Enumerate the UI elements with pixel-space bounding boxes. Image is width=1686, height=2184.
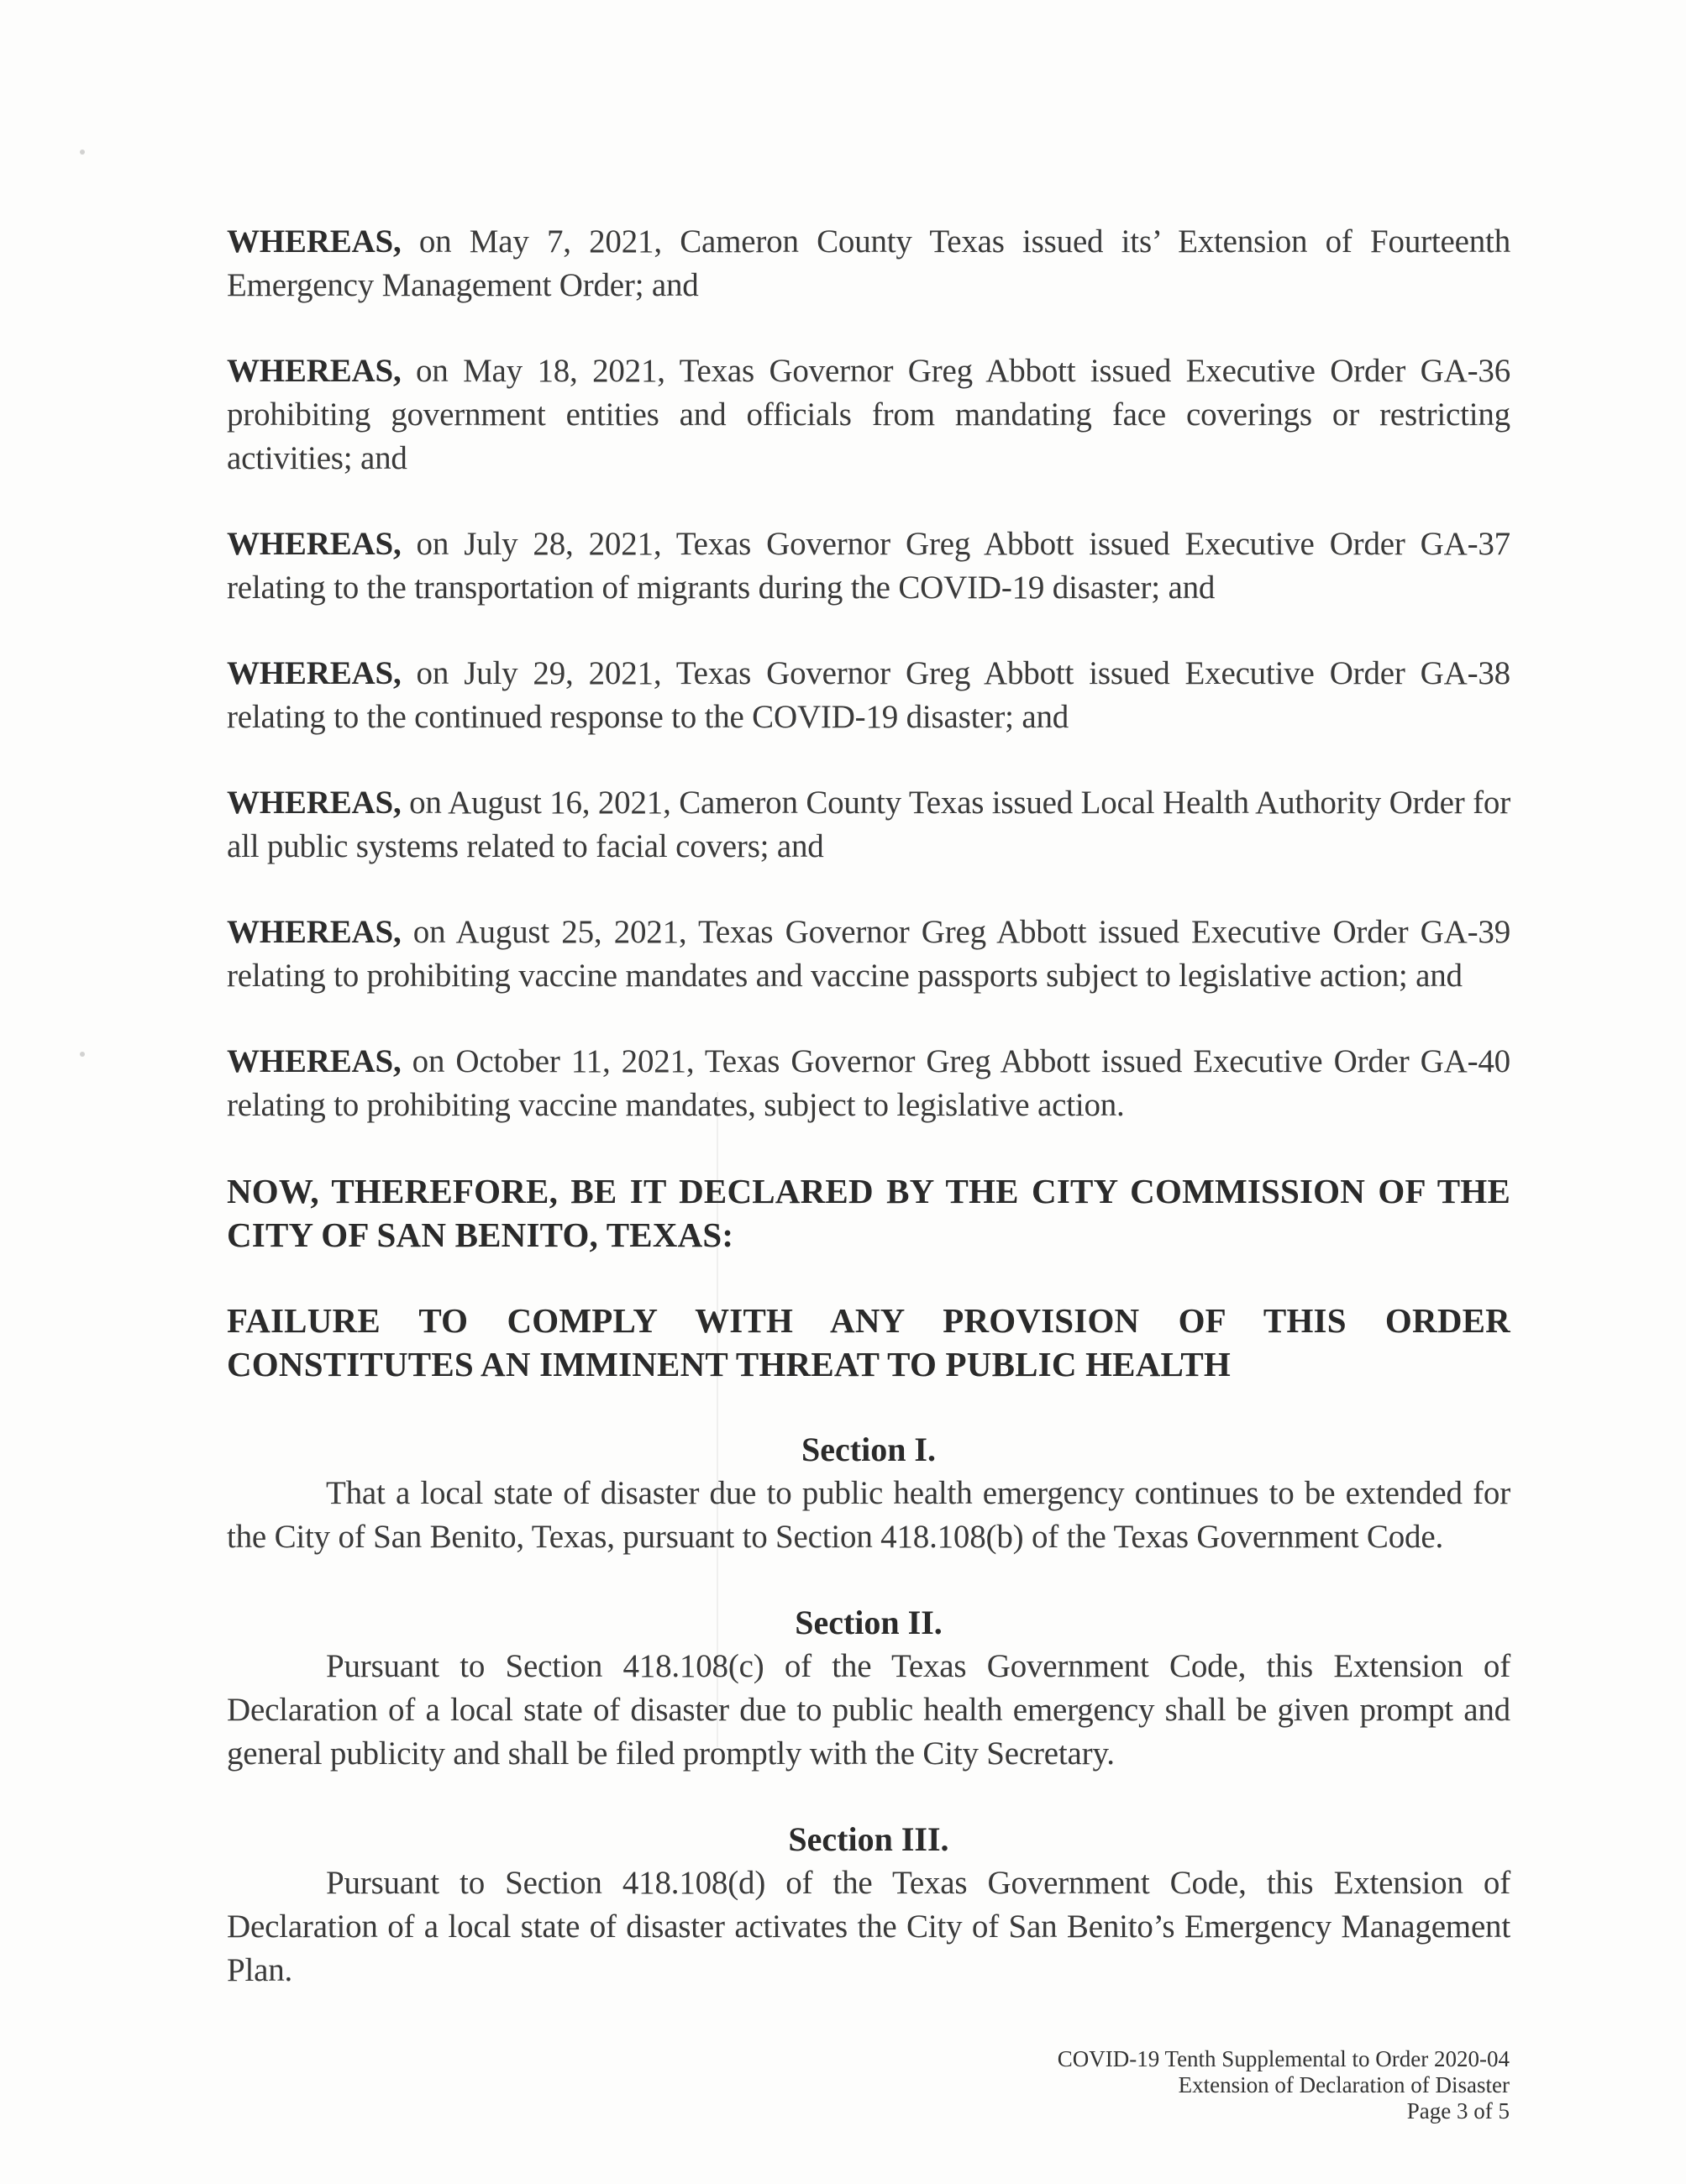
whereas-text: on May 18, 2021, Texas Governor Greg Abbott issued Executive Order GA-36 prohibiting government entities and officials from mandating face coverings or restricting activities; and <box>227 353 1510 476</box>
whereas-text: on August 25, 2021, Texas Governor Greg Abbott issued Executive Order GA-39 relating to prohibiting vaccine mandates and vaccine passports subject to legislative action; and <box>227 914 1510 994</box>
section-1-title: Section I. <box>801 1431 936 1468</box>
footer-order-line: COVID-19 Tenth Supplemental to Order 2020-04 <box>1057 2046 1510 2071</box>
section-3-body: Pursuant to Section 418.108(d) of the Texas Government Code, this Extension of Declaration of a local state of disaster activates the City of San Benito’s Emergency Management Plan. <box>227 1865 1510 1988</box>
declaration-heading: NOW, THEREFORE, BE IT DECLARED BY THE CITY COMMISSION OF THE CITY OF SAN BENITO, TEXAS: <box>227 1172 1510 1254</box>
whereas-lead: WHEREAS, <box>227 914 402 950</box>
failure-to-comply-heading: FAILURE TO COMPLY WITH ANY PROVISION OF THIS ORDER CONSTITUTES AN IMMINENT THREAT TO PUBLIC HEALTH <box>227 1301 1510 1383</box>
whereas-paragraph-5 <box>227 781 1510 869</box>
whereas-lead: WHEREAS, <box>227 353 402 389</box>
whereas-lead: WHEREAS, <box>227 785 402 821</box>
whereas-text: on July 28, 2021, Texas Governor Greg Abbott issued Executive Order GA-37 relating to the transportation of migrants during the COVID-19 disaster; and <box>227 526 1510 606</box>
whereas-lead: WHEREAS, <box>227 526 402 562</box>
whereas-lead: WHEREAS, <box>227 1043 402 1079</box>
whereas-text: on May 7, 2021, Cameron County Texas issued its’ Extension of Fourteenth Emergency Management Order; and <box>227 223 1510 303</box>
footer-page-number: Page 3 of 5 <box>1406 2098 1510 2124</box>
document-body <box>227 220 1510 2034</box>
section-3-title: Section III. <box>788 1820 949 1858</box>
whereas-paragraph-2 <box>227 349 1510 480</box>
whereas-text: on October 11, 2021, Texas Governor Greg Abbott issued Executive Order GA-40 relating to prohibiting vaccine mandates, subject to legislative action. <box>227 1043 1510 1123</box>
whereas-paragraph-3 <box>227 522 1510 610</box>
page-footer <box>1058 2046 1510 2124</box>
whereas-lead: WHEREAS, <box>227 223 402 260</box>
whereas-paragraph-1 <box>227 220 1510 307</box>
footer-title-line: Extension of Declaration of Disaster <box>1178 2072 1510 2097</box>
section-2-title: Section II. <box>795 1604 943 1641</box>
whereas-lead: WHEREAS, <box>227 655 402 691</box>
whereas-paragraph-6 <box>227 911 1510 998</box>
section-1-body: That a local state of disaster due to public health emergency continues to be extended for the City of San Benito, Texas, pursuant to Section 418.108(b) of the Texas Government Code. <box>227 1475 1510 1555</box>
whereas-paragraph-7 <box>227 1040 1510 1127</box>
scan-speck <box>80 150 85 155</box>
section-2-body: Pursuant to Section 418.108(c) of the Texas Government Code, this Extension of Declaration of a local state of disaster due to public health emergency shall be given prompt and general publicity and shall be filed promptly with the City Secretary. <box>227 1648 1510 1772</box>
whereas-text: on July 29, 2021, Texas Governor Greg Abbott issued Executive Order GA-38 relating to the continued response to the COVID-19 disaster; and <box>227 655 1510 735</box>
whereas-text: on August 16, 2021, Cameron County Texas issued Local Health Authority Order for all public systems related to facial covers; and <box>227 785 1510 864</box>
whereas-paragraph-4 <box>227 652 1510 739</box>
scan-speck <box>80 1052 85 1057</box>
